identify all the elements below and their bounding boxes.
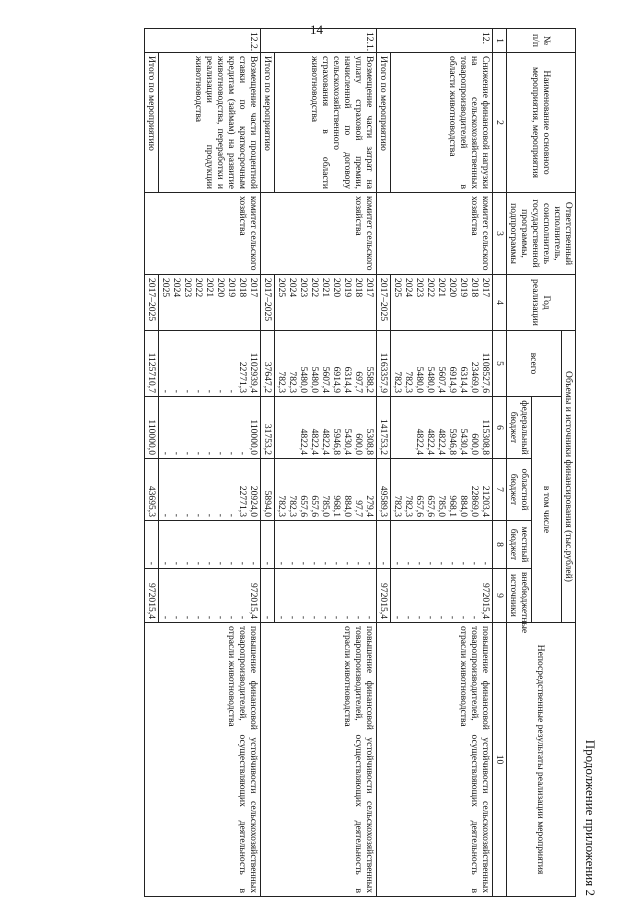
total-value: 782,3 [276, 371, 287, 393]
header-regional: областной бюджет [507, 459, 532, 521]
year-value: 2023 [182, 278, 193, 298]
extra-value: - [298, 615, 309, 620]
col-number: 9 [493, 569, 507, 623]
regional-value: 782,3 [276, 495, 287, 517]
result-text-value: повышение финансовой устойчивости сельскохозяйственных товаропроизводителей, осуществляющих деятельность в отрасли животноводства [226, 626, 259, 894]
local-value: - [403, 561, 414, 565]
local-value: - [436, 561, 447, 565]
col-number: 6 [493, 397, 507, 459]
regional-value: 22869,0 [469, 485, 480, 517]
extra-value: - [204, 615, 215, 620]
regional-value: - [160, 513, 171, 517]
local-value: - [469, 561, 480, 565]
year-value: 2020 [215, 278, 226, 298]
local-value: - [171, 561, 182, 565]
total-values [159, 331, 261, 397]
header-results: Непосредственные результаты реализации мероприятия [507, 623, 576, 897]
local-sum [145, 521, 159, 569]
regional-sum [377, 459, 391, 521]
local-values [275, 521, 377, 569]
col-number: 4 [493, 275, 507, 331]
result-text [145, 623, 261, 897]
total-label-text: Итого по мероприятию [378, 56, 389, 151]
extra-values [159, 569, 261, 623]
total-label [261, 53, 275, 193]
financing-table [144, 28, 576, 897]
extra-value: - [320, 615, 331, 620]
extra-value: - [436, 615, 447, 620]
responsible-executor [145, 193, 261, 275]
year-value: 2022 [425, 278, 436, 298]
local-value: - [160, 561, 171, 565]
responsible-text: комитет сельского хозяйства [469, 196, 491, 271]
local-sum [261, 521, 275, 569]
local-sum-value: - [262, 561, 273, 565]
total-sum-value: 1125710,7 [146, 352, 157, 393]
header-federal: федеральный бюджет [507, 397, 532, 459]
regional-sum-value: 49589,3 [378, 485, 389, 517]
total-period-text: 2017–2025 [378, 278, 389, 322]
total-value: 5607,4 [320, 366, 331, 393]
row-number [377, 29, 493, 53]
extra-value: - [287, 615, 298, 620]
header-total: всего [507, 331, 562, 397]
regional-value: 782,3 [403, 495, 414, 517]
local-value: - [193, 561, 204, 565]
total-value: 23469,0 [469, 361, 480, 393]
measure-name [391, 53, 493, 193]
federal-value: 5430,4 [458, 428, 469, 455]
federal-value: 4822,4 [425, 428, 436, 455]
header-in-that: в том числе [532, 397, 562, 623]
regional-value: 657,6 [298, 495, 309, 517]
federal-sum-value: 110000,0 [146, 419, 157, 455]
federal-value: 5430,4 [342, 428, 353, 455]
total-value: 5588,2 [364, 366, 375, 393]
year-value: 2021 [436, 278, 447, 298]
extra-value: - [331, 615, 342, 620]
year-value: 2017 [248, 278, 259, 298]
year-value: 2023 [414, 278, 425, 298]
year-value: 2020 [447, 278, 458, 298]
extra-sum [261, 569, 275, 623]
measure-name-text: Возмещение части затрат на уплату страховой премии, начисленной по договору сельскохозяйственного страхования в области животноводства [309, 56, 375, 189]
regional-values [159, 459, 261, 521]
responsible-executor [377, 193, 493, 275]
local-value: - [237, 561, 248, 565]
regional-value: 22771,3 [237, 485, 248, 517]
responsible-text: комитет сельского хозяйства [353, 196, 375, 271]
year-value: 2021 [204, 278, 215, 298]
measure-name-text: Снижение финансовой нагрузки на сельскохозяйственных товаропроизводителей в области животноводства [447, 56, 491, 189]
local-sum-value: - [146, 561, 157, 565]
local-value: - [320, 561, 331, 565]
table-row [275, 29, 377, 897]
extra-value: - [237, 615, 248, 620]
year-value: 2018 [353, 278, 364, 298]
local-value: - [392, 561, 403, 565]
total-value: 1108527,6 [480, 352, 491, 393]
years-list [159, 275, 261, 331]
total-value: 5480,0 [309, 366, 320, 393]
extra-value: - [160, 615, 171, 620]
federal-sum [145, 397, 159, 459]
regional-value: 657,6 [414, 495, 425, 517]
extra-values [275, 569, 377, 623]
regional-value: 279,4 [364, 495, 375, 517]
total-values [275, 331, 377, 397]
federal-sum [377, 397, 391, 459]
rotated-page [38, 28, 598, 896]
total-sum [145, 331, 159, 397]
regional-sum-value: 5894,0 [262, 490, 273, 517]
table-body [145, 29, 493, 897]
regional-value: 785,0 [436, 495, 447, 517]
extra-values [391, 569, 493, 623]
total-value: - [215, 389, 226, 393]
local-value: - [226, 561, 237, 565]
row-number [145, 29, 261, 53]
header-name: Наименование основного мероприятия, мероприятия [507, 53, 576, 193]
header-responsible: Ответственный исполнитель, соисполнитель государственной программы, подпрограммы [507, 193, 576, 275]
total-value: 782,3 [287, 371, 298, 393]
total-value: 697,7 [353, 371, 364, 393]
federal-value: - [182, 451, 193, 455]
year-value: 2017 [364, 278, 375, 298]
total-period-text: 2017–2025 [262, 278, 273, 322]
total-period [377, 275, 391, 331]
federal-value: - [171, 451, 182, 455]
regional-sum [261, 459, 275, 521]
regional-value: - [204, 513, 215, 517]
local-values [391, 521, 493, 569]
extra-value: - [342, 615, 353, 620]
local-sum-value: - [378, 561, 389, 565]
federal-value: - [215, 451, 226, 455]
total-value: 22771,3 [237, 361, 248, 393]
result-text [377, 623, 493, 897]
federal-values [391, 397, 493, 459]
regional-value: 884,0 [458, 495, 469, 517]
header-extra: внебюджетные источники [507, 569, 532, 623]
local-value: - [364, 561, 375, 565]
federal-sum-value: 141753,2 [378, 419, 389, 455]
row-number-text: 12. [480, 32, 491, 44]
total-label [145, 53, 159, 193]
total-value: 5607,4 [436, 366, 447, 393]
year-value: 2022 [193, 278, 204, 298]
regional-value: 782,3 [287, 495, 298, 517]
header-no: № п/п [507, 29, 576, 53]
federal-value: 4822,4 [309, 428, 320, 455]
federal-sum-value: 31753,2 [262, 423, 273, 455]
total-value: 782,3 [392, 371, 403, 393]
year-value: 2018 [469, 278, 480, 298]
total-value: - [182, 389, 193, 393]
regional-value: 968,1 [331, 495, 342, 517]
federal-value: - [204, 451, 215, 455]
local-value: - [353, 561, 364, 565]
total-value: - [204, 389, 215, 393]
federal-values [275, 397, 377, 459]
result-text-value: повышение финансовой устойчивости сельскохозяйственных товаропроизводителей, осуществляющих деятельность в отрасли животноводства [342, 626, 375, 894]
row-number-text: 12.2. [248, 32, 259, 52]
extra-value: - [215, 615, 226, 620]
federal-value: 5946,8 [447, 428, 458, 455]
local-value: - [447, 561, 458, 565]
extra-value: - [447, 615, 458, 620]
responsible-executor [261, 193, 377, 275]
total-sum-value: 37647,2 [262, 361, 273, 393]
total-period [145, 275, 159, 331]
federal-value: 115308,8 [480, 419, 491, 455]
federal-value: 110000,0 [248, 419, 259, 455]
total-value: 5480,0 [425, 366, 436, 393]
total-value: 5480,0 [414, 366, 425, 393]
extra-sum-value: - [262, 615, 273, 620]
total-value: - [171, 389, 182, 393]
total-value: - [226, 389, 237, 393]
extra-sum-value: 972015,4 [146, 583, 157, 620]
extra-value: - [403, 615, 414, 620]
regional-value: - [171, 513, 182, 517]
regional-value: - [215, 513, 226, 517]
header-local: местный бюджет [507, 521, 532, 569]
federal-values [159, 397, 261, 459]
total-value: 6314,4 [342, 366, 353, 393]
year-value: 2024 [403, 278, 414, 298]
table-row [391, 29, 493, 897]
total-value: 782,3 [403, 371, 414, 393]
regional-values [391, 459, 493, 521]
year-value: 2023 [298, 278, 309, 298]
year-value: 2024 [287, 278, 298, 298]
page-number: 14 [310, 22, 323, 37]
regional-value: 20924,0 [248, 485, 259, 517]
total-label-text: Итого по мероприятию [262, 56, 273, 151]
extra-value: - [226, 615, 237, 620]
measure-name [159, 53, 261, 193]
total-value: 1102939,4 [248, 352, 259, 393]
local-value: - [287, 561, 298, 565]
header-year: Год реализации [507, 275, 576, 331]
federal-value: 600,0 [353, 433, 364, 455]
extra-value: - [182, 615, 193, 620]
extra-sum [377, 569, 391, 623]
year-value: 2018 [237, 278, 248, 298]
local-value: - [425, 561, 436, 565]
regional-sum-value: 43695,3 [146, 485, 157, 517]
local-sum [377, 521, 391, 569]
extra-sum-value: 972015,4 [378, 583, 389, 620]
regional-value: 785,0 [320, 495, 331, 517]
federal-value: - [193, 451, 204, 455]
total-value: 6914,9 [447, 366, 458, 393]
extra-value: - [392, 615, 403, 620]
regional-values [275, 459, 377, 521]
total-period-text: 2017–2025 [146, 278, 157, 322]
regional-value: - [182, 513, 193, 517]
regional-value: 782,3 [392, 495, 403, 517]
total-value: - [193, 389, 204, 393]
years-list [391, 275, 493, 331]
federal-value: 4822,4 [414, 428, 425, 455]
federal-value: - [237, 451, 248, 455]
total-period [261, 275, 275, 331]
federal-value: 5946,8 [331, 428, 342, 455]
extra-value: - [364, 615, 375, 620]
local-value: - [248, 561, 259, 565]
extra-value: - [171, 615, 182, 620]
total-value: 6314,4 [458, 366, 469, 393]
years-list [275, 275, 377, 331]
local-value: - [309, 561, 320, 565]
local-value: - [414, 561, 425, 565]
regional-value: 657,6 [425, 495, 436, 517]
total-values [391, 331, 493, 397]
col-number: 10 [493, 623, 507, 897]
local-value: - [182, 561, 193, 565]
regional-value: 884,0 [342, 495, 353, 517]
regional-value: 657,6 [309, 495, 320, 517]
year-value: 2022 [309, 278, 320, 298]
total-sum-value: 1163357,9 [378, 352, 389, 393]
col-number: 2 [493, 53, 507, 193]
extra-value: - [193, 615, 204, 620]
year-value: 2020 [331, 278, 342, 298]
measure-name [275, 53, 377, 193]
total-label-text: Итого по мероприятию [146, 56, 157, 151]
local-value: - [331, 561, 342, 565]
year-value: 2017 [480, 278, 491, 298]
col-number: 1 [493, 29, 507, 53]
federal-value: 4822,4 [298, 428, 309, 455]
local-value: - [215, 561, 226, 565]
total-value: - [160, 389, 171, 393]
measure-name-text: Возмещение части процентной ставки по краткосрочным кредитам (займам) на развитие животноводства, переработки и реализации продукции животноводства [193, 56, 259, 189]
result-text-value: повышение финансовой устойчивости сельскохозяйственных товаропроизводителей, осуществляющих деятельность в отрасли животноводства [458, 626, 491, 894]
row-number [261, 29, 377, 53]
year-value: 2025 [392, 278, 403, 298]
regional-value: 21203,4 [480, 485, 491, 517]
total-value: 6914,9 [331, 366, 342, 393]
extra-value: 972015,4 [480, 583, 491, 620]
year-value: 2025 [160, 278, 171, 298]
appendix-note: Продолжение приложения 2 [583, 739, 598, 896]
federal-value: - [226, 451, 237, 455]
local-values [159, 521, 261, 569]
extra-value: - [276, 615, 287, 620]
extra-value: - [414, 615, 425, 620]
total-label [377, 53, 391, 193]
local-value: - [480, 561, 491, 565]
responsible-text: комитет сельского хозяйства [237, 196, 259, 271]
extra-value: - [469, 615, 480, 620]
year-value: 2021 [320, 278, 331, 298]
federal-sum [261, 397, 275, 459]
table-row [159, 29, 261, 897]
local-value: - [458, 561, 469, 565]
row-number-text: 12.1. [364, 32, 375, 52]
local-value: - [342, 561, 353, 565]
total-value: 5480,0 [298, 366, 309, 393]
local-value: - [204, 561, 215, 565]
regional-value: - [193, 513, 204, 517]
result-text [261, 623, 377, 897]
regional-value: - [226, 513, 237, 517]
col-number: 3 [493, 193, 507, 275]
regional-sum [145, 459, 159, 521]
regional-value: 97,7 [353, 500, 364, 517]
extra-value: - [353, 615, 364, 620]
year-value: 2019 [342, 278, 353, 298]
year-value: 2025 [276, 278, 287, 298]
year-value: 2024 [171, 278, 182, 298]
local-value: - [298, 561, 309, 565]
col-number: 7 [493, 459, 507, 521]
local-value: - [276, 561, 287, 565]
col-number: 8 [493, 521, 507, 569]
federal-value: 4822,4 [436, 428, 447, 455]
federal-value: 600,0 [469, 433, 480, 455]
federal-value: 4822,4 [320, 428, 331, 455]
extra-value: - [425, 615, 436, 620]
extra-value: - [458, 615, 469, 620]
col-number: 5 [493, 331, 507, 397]
extra-sum [145, 569, 159, 623]
year-value: 2019 [226, 278, 237, 298]
header-volumes: Объемы и источники финансирования (тыс.рублей) [562, 331, 576, 623]
extra-value: 972015,4 [248, 583, 259, 620]
federal-value: 5308,8 [364, 428, 375, 455]
extra-value: - [309, 615, 320, 620]
total-sum [377, 331, 391, 397]
total-sum [261, 331, 275, 397]
regional-value: 968,1 [447, 495, 458, 517]
federal-value: - [160, 451, 171, 455]
year-value: 2019 [458, 278, 469, 298]
